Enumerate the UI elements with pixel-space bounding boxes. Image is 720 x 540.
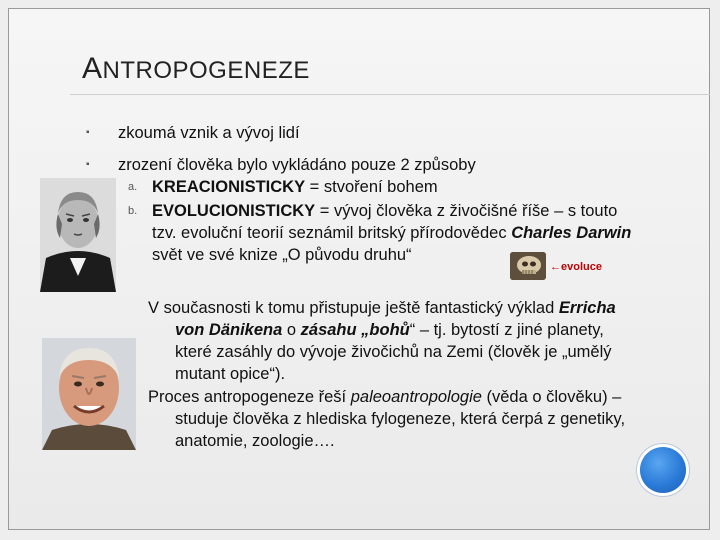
para1-line3: které zasáhly do vývoje živočichů na Zemi (člověk je „umělý <box>175 343 612 361</box>
item-b-line2-text: tzv. evoluční teorií seznámil britský přírodovědec <box>152 224 512 242</box>
bullet-2: zrození člověka bylo vykládáno pouze 2 způsoby <box>118 156 476 174</box>
darwin-name: Charles Darwin <box>511 224 632 242</box>
para2-line1 <box>148 386 621 408</box>
bullet-marker: ▪ <box>86 159 90 170</box>
evoluce-label: ←evoluce <box>550 261 602 273</box>
paleoantropologie: paleoantropologie <box>350 388 482 406</box>
para1-line1 <box>148 297 616 319</box>
para2-line3: anatomie, zoologie…. <box>175 432 335 450</box>
para2-line2: studuje člověka z hlediska fylogeneze, která čerpá z genetiky, <box>175 410 626 428</box>
title-rest: NTROPOGENEZE <box>102 57 310 84</box>
term-evolucionisticky: EVOLUCIONISTICKY <box>152 202 316 220</box>
para1-line1-text: V současnosti k tomu přistupuje ještě fantastický výklad <box>148 299 559 317</box>
para1-line2-mid: o <box>282 321 301 339</box>
ordered-item-a <box>152 176 438 198</box>
bullet-1: zkoumá vznik a vývoj lidí <box>118 124 300 142</box>
zasahu-bohu: zásahu „bohů <box>300 321 410 339</box>
para2-line1-text: Proces antropogeneze řeší <box>148 388 351 406</box>
bullet-marker: ▪ <box>86 127 90 138</box>
item-b-line3: svět ve své knize „O původu druhu“ <box>152 246 412 264</box>
darwin-portrait <box>40 178 116 292</box>
item-a-text: = stvoření bohem <box>305 178 438 196</box>
para1-line2-post: “ – tj. bytostí z jiné planety, <box>409 321 604 339</box>
erricha-name: Erricha <box>558 299 616 317</box>
title-initial: A <box>82 52 103 85</box>
ordered-marker-a: a. <box>128 181 138 193</box>
para1-line2 <box>175 319 604 341</box>
decorative-blue-circle <box>640 447 686 493</box>
title-divider <box>70 94 710 95</box>
daniken-name: von Dänikena <box>175 321 283 339</box>
daniken-portrait <box>42 338 136 450</box>
para1-line4: mutant opice“). <box>175 365 286 383</box>
term-kreacionisticky: KREACIONISTICKY <box>152 178 306 196</box>
item-b-line2 <box>152 222 631 244</box>
item-b-text: = vývoj člověka z živočišné říše – s touto <box>315 202 618 220</box>
slide-title <box>82 52 310 86</box>
fossil-skull-image <box>510 252 546 280</box>
para2-line1-post: (věda o člověku) – <box>481 388 622 406</box>
ordered-marker-b: b. <box>128 205 138 217</box>
ordered-item-b <box>152 200 617 222</box>
